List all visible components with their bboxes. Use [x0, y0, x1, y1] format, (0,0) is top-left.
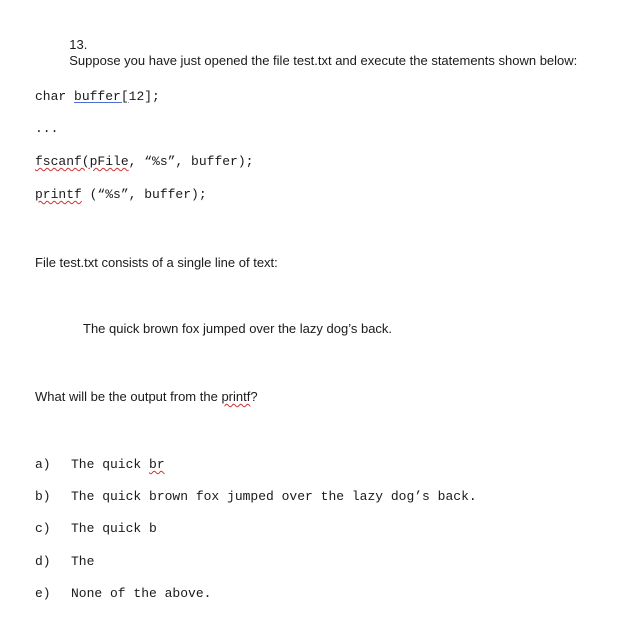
spell-mark-printf-ask: printf [221, 389, 251, 404]
option-letter: e) [35, 586, 51, 601]
code-ellipsis: ... [35, 121, 59, 136]
option-text: The [71, 554, 95, 569]
question-number: 13. [69, 37, 88, 52]
code-line-fscanf: fscanf(pFile, “%s”, buffer); [35, 154, 254, 169]
question-prompt: Suppose you have just opened the file test.txt and execute the statements shown below: [69, 53, 578, 68]
spell-mark-printf: printf [35, 187, 82, 202]
option-letter: d) [35, 554, 51, 569]
option-text: The quick [71, 457, 150, 472]
code-line-printf: printf (“%s”, buffer); [35, 187, 207, 202]
option-c [35, 521, 157, 537]
file-intro: File test.txt consists of a single line of text: [35, 255, 278, 270]
spell-mark-fscanf: fscanf(pFile [35, 154, 129, 169]
option-d [35, 554, 94, 570]
option-text: The quick b [71, 521, 157, 536]
option-a [35, 457, 165, 473]
option-b [35, 489, 477, 505]
question-header [62, 21, 577, 69]
option-e [35, 586, 211, 602]
option-text: None of the above. [71, 586, 212, 601]
spell-mark-br: br [149, 457, 165, 472]
code-line-declaration: char buffer[12]; [35, 89, 160, 104]
option-letter: b) [35, 489, 51, 504]
spell-mark-buffer: buffer [74, 89, 121, 104]
option-letter: c) [35, 521, 51, 536]
option-text: The quick brown fox jumped over the lazy dog’s back. [71, 489, 477, 504]
option-letter: a) [35, 457, 51, 472]
output-question: What will be the output from the printf? [35, 389, 258, 404]
file-content: The quick brown fox jumped over the lazy dog’s back. [83, 321, 393, 336]
